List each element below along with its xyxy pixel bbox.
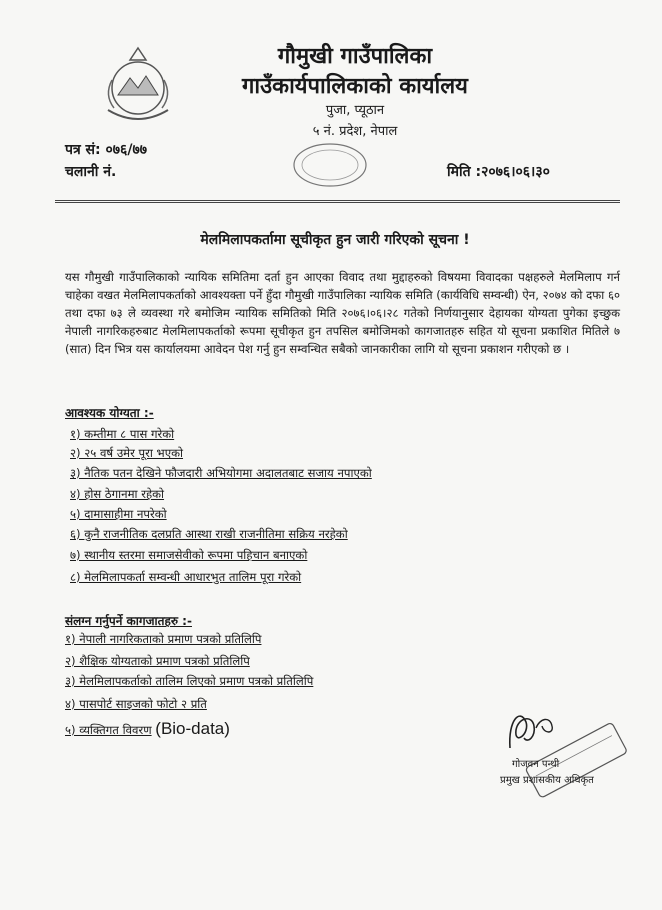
documents-heading: संलग्न गर्नुपर्ने कागजातहरु :- [65,614,192,628]
qualification-item: ५) दामासाहीमा नपरेको [70,507,167,521]
notice-body: यस गौमुखी गाउँपालिकाको न्यायिक समितिमा दर्ता हुन आएका विवाद तथा मुद्दाहरुको विषयमा विवादका पक्षहरुले मेलमिलाप गर्न चाहेका वखत मेलमिलापकर्ताको आवश्यक्ता पर्ने हुँदा गौमुखी गाउँपालिका न्यायिक समिति (कार्यविधि सम्वन्धी) ऐन, २०७४ को दफा ६० तथा दफा ७३ ले व्यवस्था गरे बमोजिम न्यायिक समितिको मिति २०७६।०६।२८ गतेको निर्णयानुसार देहायका योग्यता पुगेका इच्छुक नेपाली नागरिकहरुबाट मेलमिलापकर्ताको रूपमा सूचीकृत हुन तपसिल बमोजिमको कागजातहरु सहित यो सूचना प्रकाशित मितिले ७ (सात) दिन भित्र यस कार्यालयमा आवेदन पेश गर्नु हुन सम्वन्धित सबैको जानकारीका लागि यो सूचना प्रकाशन गरीएको छ । [65,270,620,356]
header-divider-2 [55,202,620,203]
office-name: गाउँकार्यपालिकाको कार्यालय [242,74,468,99]
qualification-item: ४) होस ठेगानमा रहेको [70,487,165,501]
qualification-item: ८) मेलमिलापकर्ता सम्वन्धी आधारभुत तालिम पूरा गरेको [70,570,302,584]
qualification-item: ६) कुनै राजनीतिक दलप्रति आस्था राखी राजनीतिमा सक्रिय नरहेको [70,527,348,541]
qualification-item: २) २५ वर्ष उमेर पूरा भएको [70,446,184,460]
signatory-title: प्रमुख प्रशासकीय अधिकृत [500,775,594,786]
document-item: २) शैक्षिक योग्यताको प्रमाण पत्रको प्रतिलिपि [65,654,250,668]
qualification-item: ३) नैतिक पतन देखिने फौजदारी अभियोगमा अदालतबाट सजाय नपाएको [70,466,372,480]
signatory-name: गोजवन पन्थी [512,759,560,770]
signature-icon [480,700,640,810]
org-name: गौमुखी गाउँपालिका [277,44,433,69]
notice-title: मेलमिलापकर्तामा सूचीकृत हुन जारी गरिएको सूचना ! [200,232,470,248]
document-item-last [65,719,230,739]
header-divider [55,200,620,201]
nepal-emblem-icon [88,40,188,130]
letter-number: पत्र सं: ०७६/७७ [65,142,148,158]
qualification-item: १) कम्तीमा ८ पास गरेको [70,427,175,441]
document-item-label: ५) व्यक्तिगत विवरण [65,723,152,737]
bio-data-label: (Bio-data) [155,719,230,738]
dispatch-number: चलानी नं. [65,164,117,180]
qualification-item: ७) स्थानीय स्तरमा समाजसेवीको रूपमा पहिचान बनाएको [70,548,308,562]
office-province: ५ नं. प्रदेश, नेपाल [312,124,398,139]
qualifications-heading: आवश्यक योग्यता :- [65,406,154,420]
document-item: ४) पासपोर्ट साइजको फोटो २ प्रति [65,697,207,711]
letter-date: मिति :२०७६।०६।३० [447,164,550,180]
office-stamp-icon [290,140,370,190]
document-item: ३) मेलमिलापकर्ताको तालिम लिएको प्रमाण पत्रको प्रतिलिपि [65,674,314,688]
document-item: १) नेपाली नागरिकताको प्रमाण पत्रको प्रतिलिपि [65,632,262,646]
office-location: पुजा, प्यूठान [325,103,385,118]
